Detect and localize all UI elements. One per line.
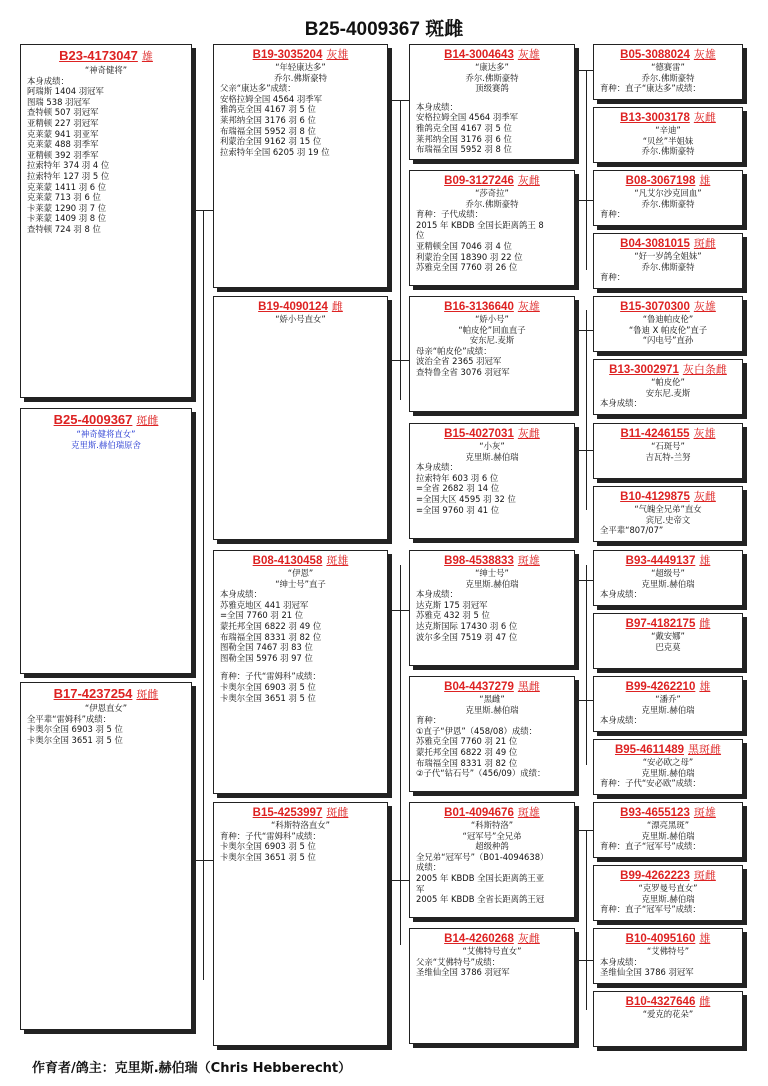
pedigree-card-h7 xyxy=(593,423,743,479)
card-line: 育种： xyxy=(416,715,442,726)
card-line: 亚精顿 392 羽季军 xyxy=(27,149,99,160)
pedigree-card-h11 xyxy=(593,676,743,732)
card-line xyxy=(220,663,381,671)
card-line: 安东尼.麦斯 xyxy=(645,387,691,398)
sex-color: 灰雌 xyxy=(517,174,540,187)
card-line: 乔尔.佛斯豪特 xyxy=(641,261,695,272)
card-line: 本身成绩： xyxy=(27,75,69,86)
sex-color: 灰雄 xyxy=(517,300,540,313)
ring-id: B04-4437279 xyxy=(444,681,514,693)
card-line: 苏雅克 432 羽 5 位 xyxy=(416,610,490,621)
card-line: =全国 7760 羽 21 位 xyxy=(220,610,304,621)
ring-id: B95-4611489 xyxy=(614,744,685,756)
card-line: 育种：直子“冠军号”成绩： xyxy=(600,841,701,852)
card-line: “安必欧之母” xyxy=(642,757,694,767)
sex-color: 黑斑雌 xyxy=(688,743,722,756)
ring-number xyxy=(416,48,568,62)
card-line: 布瑞福全国 5952 羽 8 位 xyxy=(416,144,512,155)
card-line: 雅鸽克全国 4167 羽 5 位 xyxy=(416,122,512,133)
card-line: 育种： xyxy=(600,272,626,283)
ring-number xyxy=(416,806,568,820)
card-line: 全兄弟“冠军号”（B01-4094638） xyxy=(416,851,549,862)
pedigree-card-sire xyxy=(20,44,192,398)
card-line: “气魄全兄弟”直女 xyxy=(634,504,702,514)
ring-number xyxy=(600,427,736,441)
sex-color: 灰雌 xyxy=(517,932,540,945)
card-line: “贝丝”半姐妹 xyxy=(642,135,694,146)
pedigree-card-g4 xyxy=(409,423,575,539)
ring-id: B10-4327646 xyxy=(625,996,696,1008)
ring-id: B93-4655123 xyxy=(620,807,690,819)
pedigree-card-h1 xyxy=(593,44,743,100)
card-line: “科斯特洛直女” xyxy=(271,820,330,830)
card-line: 本身成绩： xyxy=(600,589,642,600)
card-line: 乔尔.佛斯豪特 xyxy=(465,72,519,83)
pedigree-card-h2 xyxy=(593,107,743,163)
sex-color: 灰雄 xyxy=(693,300,716,313)
ring-id: B08-4130458 xyxy=(252,555,323,567)
card-line: =全国 9760 羽 41 位 xyxy=(416,504,500,515)
card-line: “黑雌” xyxy=(479,694,505,704)
card-line: 克里斯.赫伯瑞 xyxy=(641,893,695,904)
card-line: 卡奥尔全国 6903 羽 5 位 xyxy=(27,724,123,735)
card-line: 克里斯.赫伯瑞 xyxy=(641,704,695,715)
card-line: 卡奥尔全国 3651 羽 5 位 xyxy=(220,851,316,862)
pedigree-card-h4 xyxy=(593,233,743,289)
card-line: 布瑞福全国 5952 羽 8 位 xyxy=(220,125,316,136)
pedigree-card-g3 xyxy=(409,296,575,412)
ring-number xyxy=(600,174,736,188)
card-line: “戴安娜” xyxy=(651,631,685,641)
pedigree-card-subject xyxy=(20,408,192,674)
card-line: 全平辈“807/07” xyxy=(600,525,664,536)
ring-id: B16-3136640 xyxy=(444,301,514,313)
card-line: 图瑞 538 羽冠军 xyxy=(27,96,91,107)
card-line: “辛迪” xyxy=(655,125,681,135)
card-line: “神奇健将” xyxy=(84,65,128,75)
card-line xyxy=(416,94,568,102)
pedigree-card-h13 xyxy=(593,802,743,858)
card-line: 克莱蒙 713 羽 6 位 xyxy=(27,192,101,203)
ring-id: B93-4449137 xyxy=(625,555,696,567)
card-line: 本身成绩： xyxy=(600,715,642,726)
pedigree-card-dam xyxy=(20,682,192,1030)
card-line: 克里斯.赫伯瑞原舍 xyxy=(71,439,141,450)
card-line: 拉索特年 374 羽 4 位 xyxy=(27,160,110,171)
card-line: 布瑞福全国 8331 羽 82 位 xyxy=(220,631,322,642)
card-line: 乔尔.佛斯豪特 xyxy=(641,146,695,157)
card-line: “帕皮伦”回血直子 xyxy=(458,324,526,335)
ring-id: B09-3127246 xyxy=(444,175,514,187)
card-line: 拉索特年 603 羽 6 位 xyxy=(416,472,499,483)
card-line: 母亲“帕皮伦”成绩： xyxy=(416,345,492,356)
card-line: 乔尔.佛斯豪特 xyxy=(274,72,327,83)
pedigree-card-h5 xyxy=(593,296,743,352)
sex-color: 灰雄 xyxy=(693,427,716,440)
ring-number xyxy=(220,48,381,62)
card-line: 安东尼.麦斯 xyxy=(469,335,515,346)
ring-id: B15-4253997 xyxy=(252,807,323,819)
ring-id: B14-3004643 xyxy=(444,49,514,61)
pedigree-card-h3 xyxy=(593,170,743,226)
ring-number xyxy=(27,686,185,703)
ring-id: B13-3003178 xyxy=(620,112,690,124)
sex-color: 斑雄 xyxy=(326,554,349,567)
ring-number xyxy=(416,300,568,314)
sex-color: 灰雄 xyxy=(517,48,540,61)
card-line: “小灰” xyxy=(479,441,505,451)
card-line: 安格拉姆全国 4564 羽季军 xyxy=(416,112,519,123)
card-line: “康达多” xyxy=(475,62,509,72)
card-line: 乔尔.佛斯豪特 xyxy=(641,72,695,83)
card-line: 布瑞福全国 8331 羽 82 位 xyxy=(416,757,518,768)
card-line: 巴克莫 xyxy=(655,641,681,652)
card-line: 查特顿 724 羽 8 位 xyxy=(27,223,101,234)
card-line: “鲁迪帕皮伦” xyxy=(642,314,694,324)
pedigree-card-g2 xyxy=(409,170,575,286)
sex-color: 雄 xyxy=(699,554,711,567)
pedigree-card-h15 xyxy=(593,928,743,984)
card-line: “伊恩直女” xyxy=(84,703,128,713)
sex-color: 灰白条雌 xyxy=(682,363,727,376)
pedigree-card-ds xyxy=(213,550,388,794)
pedigree-card-h16 xyxy=(593,991,743,1047)
card-line: 图勒全国 7467 羽 83 位 xyxy=(220,642,313,653)
sex-color: 雌 xyxy=(331,300,343,313)
card-line: 苏雅克全国 7760 羽 26 位 xyxy=(416,262,518,273)
card-line: 育种：直子“冠军号”成绩： xyxy=(600,904,701,915)
ring-number xyxy=(416,554,568,568)
ring-number xyxy=(600,995,736,1009)
card-line: 克里斯.赫伯瑞 xyxy=(641,830,695,841)
card-line: 克里斯.赫伯瑞 xyxy=(641,767,695,778)
card-line: 卡奥尔全国 3651 羽 5 位 xyxy=(27,734,123,745)
ring-number xyxy=(27,48,185,65)
card-line: =全国大区 4595 羽 32 位 xyxy=(416,493,516,504)
sex-color: 雌 xyxy=(699,995,711,1008)
card-line: 亚精顿全国 7046 羽 4 位 xyxy=(416,240,512,251)
ring-id: B10-4095160 xyxy=(625,933,696,945)
sex-color: 斑雄 xyxy=(693,806,716,819)
card-line: 亚精顿 227 羽冠军 xyxy=(27,117,99,128)
sex-color: 斑雌 xyxy=(693,869,716,882)
card-line: 位 xyxy=(416,230,425,241)
ring-number xyxy=(600,363,736,377)
card-line: 达克斯 175 羽冠军 xyxy=(416,599,488,610)
ring-id: B05-3088024 xyxy=(620,49,690,61)
card-line: “娇小号” xyxy=(475,314,509,324)
card-line: 克里斯.赫伯瑞 xyxy=(465,578,519,589)
card-line: 卡莱蒙 1409 羽 8 位 xyxy=(27,213,107,224)
card-line: 本身成绩： xyxy=(416,462,458,473)
card-line: “绅士号” xyxy=(475,568,509,578)
pedigree-card-dd xyxy=(213,802,388,1046)
sex-color: 斑雄 xyxy=(517,806,540,819)
pedigree-card-h8 xyxy=(593,486,743,542)
sex-color: 斑雌 xyxy=(693,237,716,250)
card-line: 拉索特年全国 6205 羽 19 位 xyxy=(220,146,330,157)
ring-number xyxy=(416,174,568,188)
ring-number xyxy=(600,806,736,820)
card-line: 卡奥尔全国 6903 羽 5 位 xyxy=(220,681,316,692)
ring-id: B08-3067198 xyxy=(625,175,696,187)
ring-number xyxy=(600,932,736,946)
sex-color: 灰雌 xyxy=(517,427,540,440)
card-line: “石斑号” xyxy=(651,441,685,451)
card-line: 父亲“艾佛特号”成绩： xyxy=(416,956,501,967)
pedigree-card-g7 xyxy=(409,802,575,918)
card-line: 莱邦纳全国 3176 羽 6 位 xyxy=(416,133,512,144)
ring-id: B98-4538833 xyxy=(444,555,514,567)
card-line: 利蒙治全国 9162 羽 15 位 xyxy=(220,136,322,147)
card-line: 成绩： xyxy=(416,862,442,873)
card-line: 育种：子代“雷姆科”成绩： xyxy=(220,830,321,841)
sex-color: 雄 xyxy=(699,932,711,945)
sex-color: 斑雌 xyxy=(136,688,159,701)
card-line: “伊恩” xyxy=(287,568,314,578)
ring-id: B23-4173047 xyxy=(59,48,138,63)
card-line: 苏雅克全国 7760 羽 21 位 xyxy=(416,736,518,747)
card-line: “娇小号直女” xyxy=(275,314,326,324)
card-line: 拉索特年 127 羽 5 位 xyxy=(27,170,110,181)
card-line: 本身成绩： xyxy=(220,589,262,600)
card-line: 克莱蒙 1411 羽 6 位 xyxy=(27,181,107,192)
card-line: “莎奇拉” xyxy=(475,188,509,198)
ring-number xyxy=(600,554,736,568)
ring-id: B19-4090124 xyxy=(258,301,328,313)
card-line: “凡艾尔沙克回血” xyxy=(634,188,702,198)
card-line: “帕皮伦” xyxy=(651,377,685,387)
ring-id: B04-3081015 xyxy=(620,238,690,250)
sex-color: 斑雌 xyxy=(326,806,349,819)
card-line: “冠军号”全兄弟 xyxy=(462,830,522,841)
card-line: 本身成绩： xyxy=(600,956,642,967)
pedigree-card-g6 xyxy=(409,676,575,792)
card-line: “好一岁鸽全姐妹” xyxy=(634,251,702,261)
sex-color: 雌 xyxy=(699,617,711,630)
ring-id: B99-4262210 xyxy=(625,681,696,693)
ring-number xyxy=(220,300,381,314)
ring-number xyxy=(600,48,736,62)
ring-number xyxy=(600,869,736,883)
card-line: “德赛雷” xyxy=(651,62,685,72)
card-line: “艾佛特号” xyxy=(646,946,690,956)
card-line: 查特鲁全省 3076 羽冠军 xyxy=(416,366,510,377)
card-line: 本身成绩： xyxy=(600,398,642,409)
card-line: 达克斯国际 17430 羽 6 位 xyxy=(416,620,518,631)
sex-color: 斑雄 xyxy=(517,554,540,567)
card-line: “超级号” xyxy=(651,568,685,578)
card-line: 苏雅克地区 441 羽冠军 xyxy=(220,599,309,610)
ring-number xyxy=(600,300,736,314)
card-line: 查特顿 507 羽冠军 xyxy=(27,107,99,118)
card-line: 乔尔.佛斯豪特 xyxy=(641,198,695,209)
card-line: “科斯特洛” xyxy=(470,820,514,830)
card-line: 安格拉姆全国 4564 羽季军 xyxy=(220,93,323,104)
card-line: “克罗曼号直女” xyxy=(638,883,698,893)
sex-color: 斑雌 xyxy=(136,414,159,427)
card-line: 波治全省 2365 羽冠军 xyxy=(416,356,502,367)
pedigree-card-g5 xyxy=(409,550,575,666)
sex-color: 雄 xyxy=(141,50,153,63)
card-line: 全平辈“雷姆科”成绩： xyxy=(27,713,112,724)
card-line: ②子代“钻石号”（456/09）成绩： xyxy=(416,768,546,779)
card-line: 吉瓦特-兰努 xyxy=(645,451,691,462)
card-line: 育种：子代“安必欧”成绩： xyxy=(600,778,701,789)
card-line: 宾尼.史帝文 xyxy=(645,514,691,525)
ring-number xyxy=(600,237,736,251)
card-line: 2015 年 KBDB 全国长距离鸽王 8 xyxy=(416,219,544,230)
card-line: 军 xyxy=(416,883,425,894)
ring-number xyxy=(416,932,568,946)
pedigree-card-h14 xyxy=(593,865,743,921)
card-line: 圣维仙全国 3786 羽冠军 xyxy=(600,967,694,978)
card-line: 克里斯.赫伯瑞 xyxy=(641,578,695,589)
page-title: B25-4009367 斑雌 xyxy=(304,19,464,40)
ring-id: B25-4009367 xyxy=(53,412,133,427)
ring-id: B14-4260268 xyxy=(444,933,514,945)
card-line: =全省 2682 羽 14 位 xyxy=(416,483,500,494)
sex-color: 灰雌 xyxy=(693,490,716,503)
pedigree-card-g1 xyxy=(409,44,575,160)
ring-id: B19-3035204 xyxy=(252,49,323,61)
ring-id: B17-4237254 xyxy=(53,686,133,701)
card-line: 卡奥尔全国 3651 羽 5 位 xyxy=(220,692,316,703)
breeder-footer: 作育者/鸽主：克里斯.赫伯瑞（Chris Hebberecht） xyxy=(32,1061,352,1076)
card-line: 阿瑞斯 1404 羽冠军 xyxy=(27,86,104,97)
card-line: “鲁迪 X 帕皮伦”直子 xyxy=(628,324,708,335)
card-line: 育种：子代“雷姆科”成绩： xyxy=(220,671,321,682)
pedigree-card-h9 xyxy=(593,550,743,606)
card-line: “神奇健将直女” xyxy=(76,429,136,439)
card-line: 卡莱蒙 1290 羽 7 位 xyxy=(27,202,107,213)
card-line: “年轻康达多” xyxy=(275,62,326,72)
card-line: ①直子“伊恩”（458/08）成绩： xyxy=(416,725,538,736)
ring-id: B15-4027031 xyxy=(444,428,514,440)
card-line: 圣维仙全国 3786 羽冠军 xyxy=(416,967,510,978)
card-line: 蒙托邦全国 6822 羽 49 位 xyxy=(220,620,322,631)
card-line: 克莱蒙 488 羽季军 xyxy=(27,139,99,150)
card-line: “潘乔” xyxy=(655,694,681,704)
card-line: 育种：子代成绩： xyxy=(416,209,483,220)
card-line: 波尔多全国 7519 羽 47 位 xyxy=(416,631,518,642)
ring-number xyxy=(416,427,568,441)
card-line: “闪电号”直孙 xyxy=(642,335,694,346)
pedigree-card-h6 xyxy=(593,359,743,415)
card-line: 超级种鸽 xyxy=(475,841,509,852)
card-line: 卡奥尔全国 6903 羽 5 位 xyxy=(220,841,316,852)
ring-id: B10-4129875 xyxy=(620,491,690,503)
ring-number xyxy=(220,554,381,568)
sex-color: 灰雌 xyxy=(693,111,716,124)
sex-color: 雄 xyxy=(699,174,711,187)
ring-number xyxy=(600,617,736,631)
ring-id: B13-3002971 xyxy=(609,364,679,376)
card-line: “艾佛特号直女” xyxy=(462,946,522,956)
card-line: 蒙托邦全国 6822 羽 49 位 xyxy=(416,746,518,757)
card-line: 克里斯.赫伯瑞 xyxy=(465,704,519,715)
ring-number xyxy=(27,412,185,429)
pedigree-card-h12 xyxy=(593,739,743,795)
ring-number xyxy=(220,806,381,820)
card-line: 2005 年 KBDB 全国长距离鸽王亚 xyxy=(416,872,545,883)
ring-number xyxy=(600,680,736,694)
pedigree-card-g8 xyxy=(409,928,575,1044)
pedigree-card-ss xyxy=(213,44,388,288)
pedigree-card-h10 xyxy=(593,613,743,669)
sex-color: 灰雄 xyxy=(326,48,349,61)
ring-id: B97-4182175 xyxy=(625,618,696,630)
sex-color: 雄 xyxy=(699,680,711,693)
pedigree-card-sd xyxy=(213,296,388,540)
card-line: “绅士号”直子 xyxy=(275,578,326,589)
ring-id: B15-3070300 xyxy=(620,301,690,313)
card-line: “漂亮黑斑” xyxy=(646,820,690,830)
sex-color: 灰雄 xyxy=(693,48,716,61)
card-line: 育种：直子“康达多”成绩： xyxy=(600,83,701,94)
card-line: 克莱蒙 941 羽亚军 xyxy=(27,128,99,139)
card-line: 顶级赛鸽 xyxy=(475,83,509,94)
sex-color: 黑雌 xyxy=(517,680,540,693)
card-line: 父亲“康达多”成绩： xyxy=(220,83,296,94)
ring-id: B99-4262223 xyxy=(620,870,690,882)
ring-number xyxy=(416,680,568,694)
card-line: 莱邦纳全国 3176 羽 6 位 xyxy=(220,114,316,125)
card-line: 雅鸽克全国 4167 羽 5 位 xyxy=(220,104,316,115)
card-line: 本身成绩： xyxy=(416,589,458,600)
card-line: 乔尔.佛斯豪特 xyxy=(465,198,519,209)
ring-number xyxy=(600,743,736,757)
card-line: 育种： xyxy=(600,209,626,220)
card-line: 图勒全国 5976 羽 97 位 xyxy=(220,652,313,663)
card-line: 2005 年 KBDB 全省长距离鸽王冠 xyxy=(416,894,545,905)
ring-number xyxy=(600,490,736,504)
ring-id: B11-4246155 xyxy=(620,428,690,440)
ring-number xyxy=(600,111,736,125)
card-line: “爱克的花朵” xyxy=(642,1009,694,1019)
ring-id: B01-4094676 xyxy=(444,807,514,819)
card-line: 本身成绩： xyxy=(416,101,458,112)
card-line: 利蒙治全国 18390 羽 22 位 xyxy=(416,251,523,262)
card-line: 克里斯.赫伯瑞 xyxy=(465,451,519,462)
